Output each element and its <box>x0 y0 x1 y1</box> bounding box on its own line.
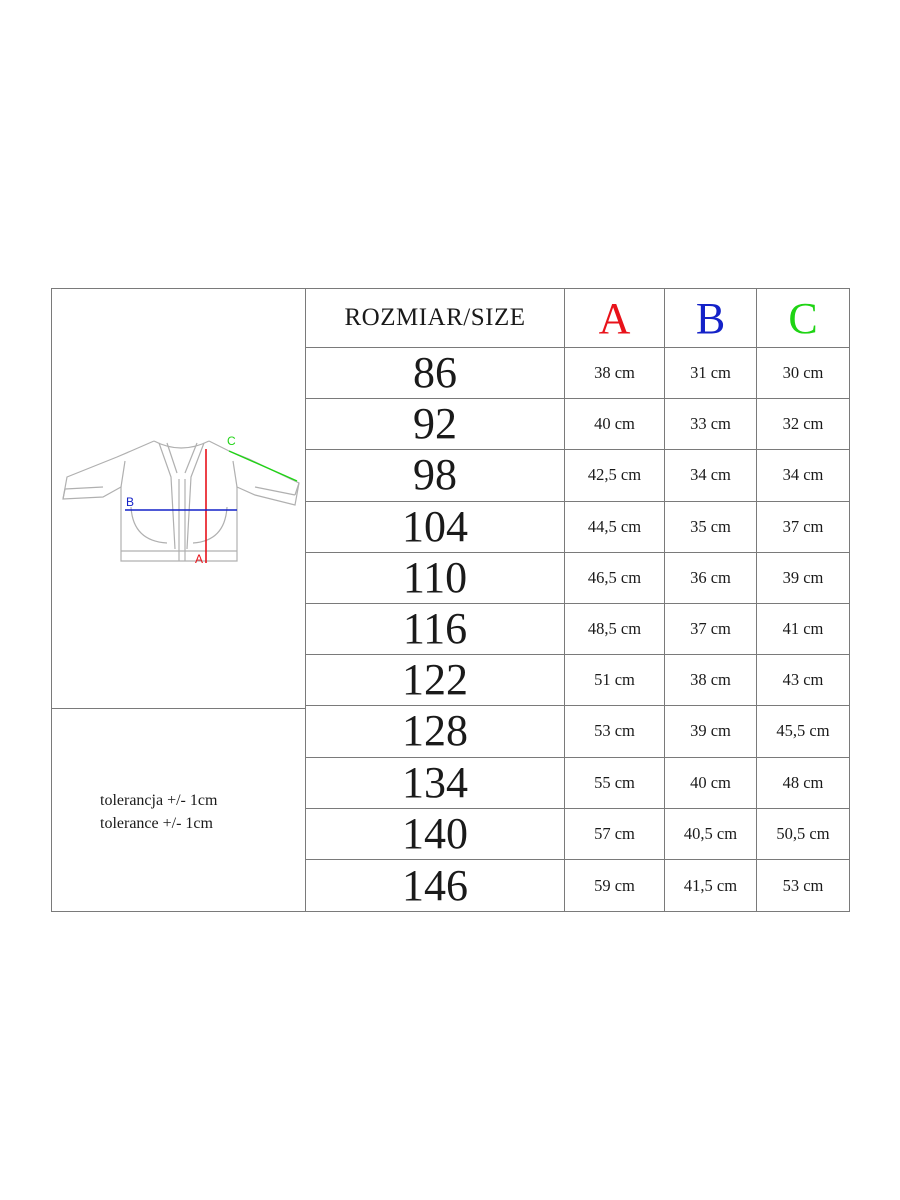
size-cell: 86 <box>306 348 565 398</box>
measure-b-cell: 40 cm <box>665 758 757 808</box>
size-cell: 134 <box>306 758 565 808</box>
measure-a-cell: 57 cm <box>565 809 665 859</box>
measure-c-cell: 39 cm <box>782 567 824 587</box>
size-cell: 128 <box>306 706 565 756</box>
size-cell: 146 <box>306 860 565 911</box>
measure-b-cell: 40,5 cm <box>665 809 757 859</box>
table-row <box>306 502 849 553</box>
size-table <box>306 289 849 911</box>
tolerance-line-pl: tolerancja +/- 1cm <box>100 792 218 809</box>
cardigan-diagram-icon <box>59 429 309 577</box>
measure-c-cell: 32 cm <box>782 414 824 434</box>
header-size: ROZMIAR/SIZE <box>306 289 565 347</box>
measure-c-line <box>229 451 297 481</box>
measure-a-cell: 59 cm <box>565 860 665 911</box>
measure-a-label: A <box>195 552 204 566</box>
measure-c-cell: 48 cm <box>782 772 824 792</box>
measure-c-cell: 30 cm <box>782 363 824 383</box>
size-cell: 116 <box>306 604 565 654</box>
table-row <box>306 348 849 399</box>
measure-a-cell: 48,5 cm <box>565 604 665 654</box>
table-header-row <box>306 289 849 348</box>
measure-b-cell: 36 cm <box>665 553 757 603</box>
table-row <box>306 450 849 501</box>
measure-c-cell: 34 cm <box>782 465 824 485</box>
measure-a-cell: 38 cm <box>565 348 665 398</box>
size-cell: 110 <box>306 553 565 603</box>
table-row <box>306 809 849 860</box>
header-b: B <box>665 289 757 347</box>
measure-c-cell: 50,5 cm <box>776 823 830 843</box>
garment-diagram-panel <box>52 289 306 709</box>
size-cell: 92 <box>306 399 565 449</box>
measure-c-cell: 43 cm <box>782 670 824 690</box>
size-cell: 104 <box>306 502 565 552</box>
measure-a-cell: 53 cm <box>565 706 665 756</box>
measure-b-cell: 33 cm <box>665 399 757 449</box>
header-c: C <box>788 293 818 343</box>
measure-b-cell: 38 cm <box>665 655 757 705</box>
measure-a-cell: 44,5 cm <box>565 502 665 552</box>
measure-c-label: C <box>227 434 236 448</box>
table-row <box>306 706 849 757</box>
measure-c-cell: 37 cm <box>782 516 824 536</box>
measure-a-cell: 40 cm <box>565 399 665 449</box>
measure-b-cell: 41,5 cm <box>665 860 757 911</box>
table-row <box>306 604 849 655</box>
measure-b-cell: 37 cm <box>665 604 757 654</box>
measure-c-cell: 53 cm <box>782 875 824 895</box>
table-row <box>306 758 849 809</box>
table-row <box>306 860 849 911</box>
measure-b-cell: 35 cm <box>665 502 757 552</box>
table-row <box>306 399 849 450</box>
tolerance-line-en: tolerance +/- 1cm <box>100 815 213 832</box>
size-cell: 140 <box>306 809 565 859</box>
header-a: A <box>565 289 665 347</box>
size-cell: 98 <box>306 450 565 500</box>
measure-a-cell: 55 cm <box>565 758 665 808</box>
tolerance-note <box>100 789 217 835</box>
measure-a-cell: 42,5 cm <box>565 450 665 500</box>
table-row <box>306 655 849 706</box>
measure-c-cell: 45,5 cm <box>776 721 830 741</box>
measure-c-cell: 41 cm <box>782 619 824 639</box>
measure-a-cell: 46,5 cm <box>565 553 665 603</box>
measure-b-cell: 31 cm <box>665 348 757 398</box>
measure-b-cell: 39 cm <box>665 706 757 756</box>
size-chart <box>51 288 850 912</box>
measure-b-label: B <box>126 495 135 509</box>
size-cell: 122 <box>306 655 565 705</box>
table-row <box>306 553 849 604</box>
measure-b-cell: 34 cm <box>665 450 757 500</box>
measure-a-cell: 51 cm <box>565 655 665 705</box>
